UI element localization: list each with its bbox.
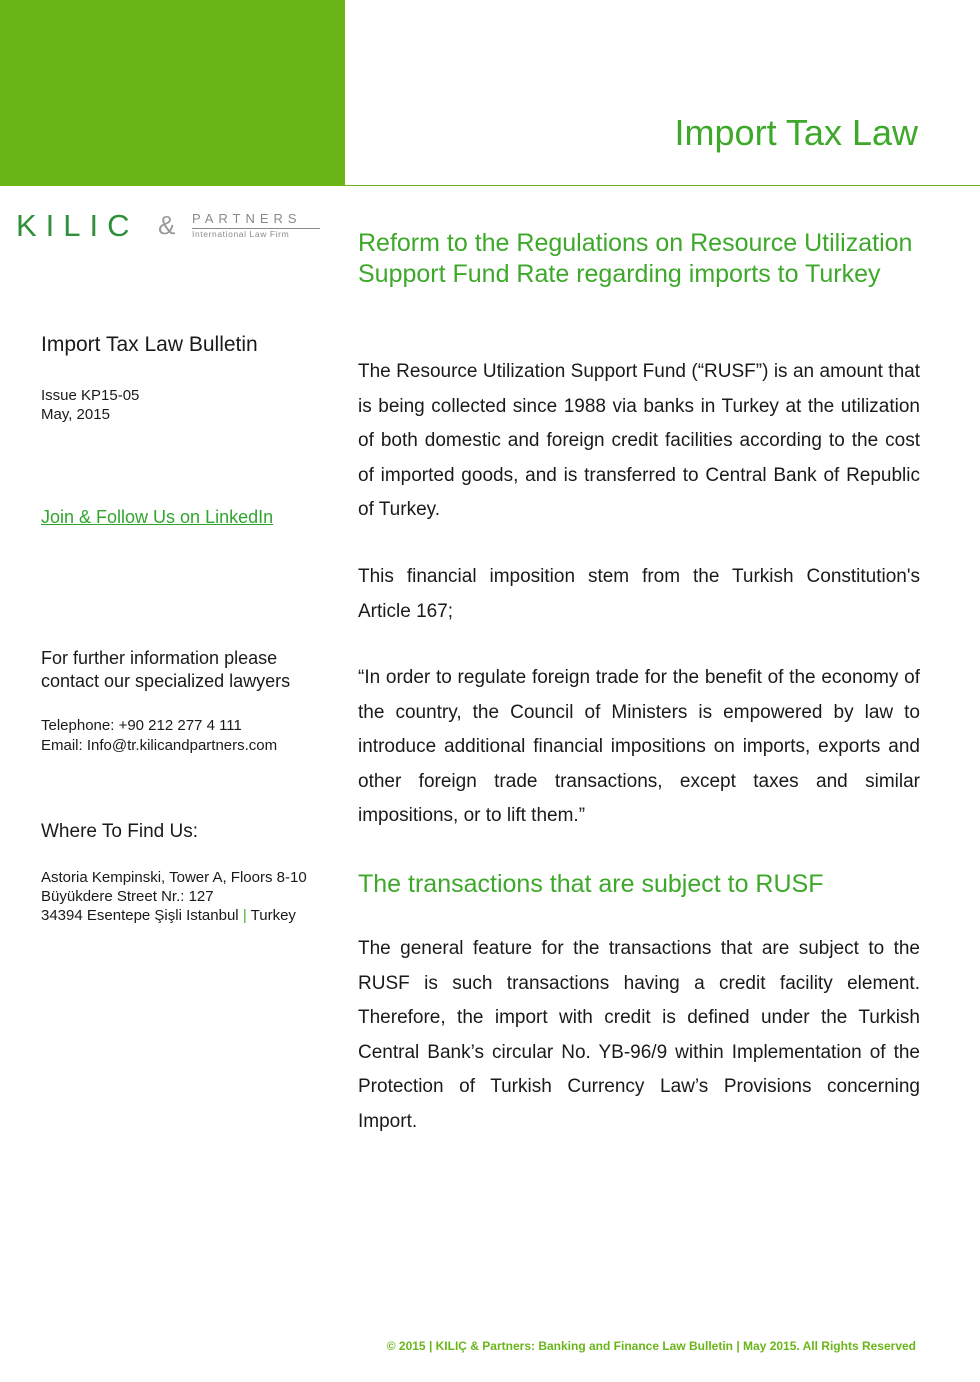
bulletin-title: Import Tax Law Bulletin [41, 333, 258, 356]
document-title: Import Tax Law [674, 112, 918, 153]
section-heading: The transactions that are subject to RUSF [358, 870, 824, 898]
page-footer: © 2015 | KILIÇ & Partners: Banking and Finance Law Bulletin | May 2015. All Rights Reserved [386, 1339, 916, 1353]
paragraph-quote: “In order to regulate foreign trade for the benefit of the economy of the country, the Council of Ministers is empowered by law to introduce additional financial impositions on imports, exports and other foreign trade transactions, except taxes and similar impositions, or to lift them.” [358, 667, 920, 827]
where-to-find-title: Where To Find Us: [41, 821, 198, 842]
main-heading: Reform to the Regulations on Resource Utilization Support Fund Rate regarding imports to Turkey [358, 229, 913, 288]
firm-logo [16, 208, 326, 244]
logo-wordmark: KILIC [16, 208, 139, 243]
logo-subtitle: International Law Firm [192, 229, 290, 239]
issue-number: Issue KP15-05 [41, 387, 140, 404]
logo-ampersand: & [158, 210, 176, 240]
address-line2: Büyükdere Street Nr.: 127 [41, 888, 214, 905]
logo-partners: PARTNERS [192, 211, 302, 226]
paragraph-transactions: The general feature for the transactions that are subject to the RUSF is such transactions having a credit facility element. Therefore, the import with credit is defined under the Turkish Central Bank’s circular No. YB-96/9 within Implementation of the Protection of Turkish Currency Law’s Provisions concerning Import. [358, 938, 920, 1132]
header-green-block [0, 0, 345, 186]
paragraph-rusf-definition: The Resource Utilization Support Fund (“RUSF”) is an amount that is being collected since 1988 via banks in Turkey at the utilization of both domestic and foreign credit facilities according to the cost of imported goods, and is transferred to Central Bank of Republic of Turkey. [358, 361, 920, 521]
address-separator: | [242, 907, 247, 924]
address-country: Turkey [250, 907, 296, 924]
contact-email: Email: Info@tr.kilicandpartners.com [41, 737, 278, 754]
contact-telephone: Telephone: +90 212 277 4 111 [41, 717, 242, 734]
paragraph-constitution: This financial imposition stem from the Turkish Constitution's Article 167; [358, 566, 920, 622]
header-divider [345, 185, 980, 186]
issue-date: May, 2015 [41, 406, 110, 423]
linkedin-link[interactable]: Join & Follow Us on LinkedIn [41, 507, 274, 527]
address-line1: Astoria Kempinski, Tower A, Floors 8-10 [41, 869, 307, 886]
address-line3 [41, 906, 296, 925]
address-city: 34394 Esentepe Şişli Istanbul [41, 907, 239, 924]
contact-text-line2: contact our specialized lawyers [41, 671, 291, 691]
contact-text-line1: For further information please [41, 648, 278, 668]
